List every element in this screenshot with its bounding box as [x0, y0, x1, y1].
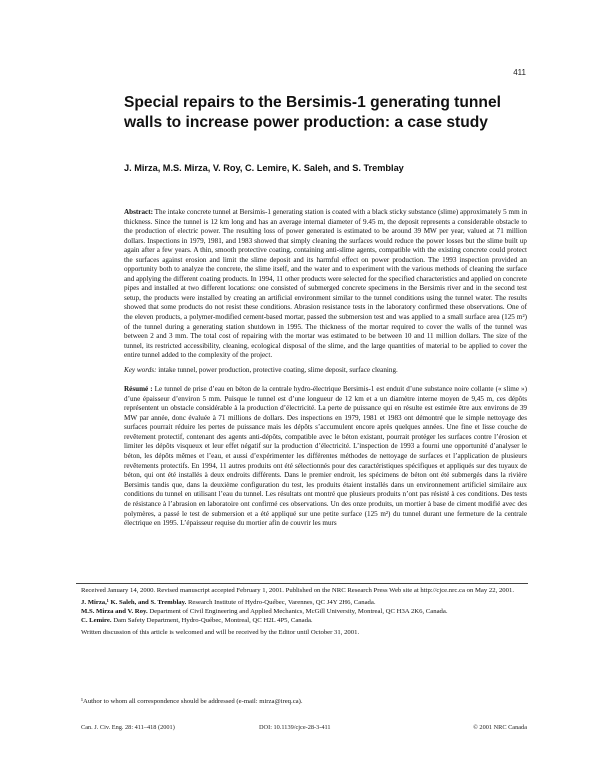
- abstract-text: The intake concrete tunnel at Bersimis-1 generating station is coated with a black sticky substance (slime) approximately 5 mm in thickness. Since the tunnel is 12 km long and has an average internal diameter of 9.45 m, the deposit represents a considerable obstacle to the production of electric power. The resulting loss of power generated is estimated to be around 39 MW per year, valued at 71 million dollars. Inspections in 1979, 1981, and 1983 showed that simply cleaning the surfaces would reduce the power losses but the slime built up again after a few years. A thin, smooth protective coating, containing anti-slime agents, compatible with the existing concrete could protect the surfaces against erosion and limit the slime deposit and its harmful effect on power production. The 1993 inspection provided an opportunity both to analyze the concrete, the slime itself, and the water and to experiment with the various methods of cleaning the surface and applying the different coating products. In 1994, 11 other products were selected for the specified characteristics and applied on concrete pipes and installed at two different locations: one consisted of submerged concrete specimens in the Bersimis river and in the second test setup, the products were installed by creating an artificial environment similar to the tunnel conditions using the tunnel water. The results showed that some products do not resist these conditions. Abrasion resistance tests in the laboratory confirmed these observations. One of the eleven products, a polymer-modified cement-based mortar, passed the submersion test and was applied to a small surface area (125 m²) of the tunnel during a generating station shutdown in 1995. The thickness of the mortar required to cover the walls of the tunnel was between 2 and 3 mm. The total cost of repairing with the mortar was estimated to be between 10 and 11 million dollars. The size of the tunnel, its restricted accessibility, cleaning, ecological disposal of the slime, and the large quantities of material to be applied to cover the entire tunnel added to the complexity of the project.: [124, 208, 528, 360]
- received-note: Received January 14, 2000. Revised manuscript accepted February 1, 2001. Published on the NRC Research Press Web site at http://cjce.nrc.ca on May 22, 2001.: [81, 587, 514, 594]
- resume-label: Résumé :: [124, 385, 153, 393]
- footer-doi: DOI: 10.1139/cjce-28-3-411: [259, 724, 331, 731]
- footnotes-block: [81, 587, 527, 638]
- author-list: J. Mirza, M.S. Mirza, V. Roy, C. Lemire, K. Saleh, and S. Tremblay: [124, 163, 404, 173]
- resume-paragraph: [124, 385, 527, 529]
- affiliation-2: [81, 608, 527, 617]
- footnote-divider: [76, 583, 528, 584]
- affiliation-2-names: M.S. Mirza and V. Roy.: [81, 607, 148, 615]
- discussion-note: Written discussion of this article is welcomed and will be received by the Editor until October 31, 2001.: [81, 628, 360, 636]
- article-title: Special repairs to the Bersimis-1 generating tunnel walls to increase power production: a case study: [124, 94, 501, 131]
- page-number: 411: [513, 68, 526, 77]
- footer-copyright: © 2001 NRC Canada: [473, 724, 527, 731]
- correspondence-note: ¹Author to whom all correspondence should be addressed (e-mail: mirza@ireq.ca).: [81, 698, 303, 705]
- affiliation-3: [81, 617, 527, 626]
- abstract-label: Abstract:: [124, 208, 153, 216]
- affiliation-3-text: Dam Safety Department, Hydro-Québec, Montreal, QC H2L 4P5, Canada.: [113, 616, 313, 624]
- keywords-text: intake tunnel, power production, protective coating, slime deposit, surface cleaning.: [158, 366, 398, 374]
- affiliation-1-names: J. Mirza,¹ K. Saleh, and S. Tremblay.: [81, 598, 187, 606]
- affiliation-1: [81, 599, 527, 608]
- affiliation-1-text: Research Institute of Hydro-Québec, Varennes, QC J4Y 2H6, Canada.: [187, 598, 376, 606]
- footer-journal-citation: Can. J. Civ. Eng. 28: 411–418 (2001): [81, 724, 175, 731]
- resume-text: Le tunnel de prise d’eau en béton de la centrale hydro-électrique Bersimis-1 est enduit d’une substance noire collante (« slime ») d’une épaisseur d’environ 5 mm. Puisque le tunnel est d’une longueur de 12 km et a un diamètre interne moyen de 9,45 m, ces dépôts représentent un obstacle considérable à la production d’électricité. La perte de puissance qui en résulte est estimée être aux environs de 39 MW par année, donc évaluée à 71 millions de dollars. Des inspections en 1979, 1981 et 1983 ont démontré que le simple nettoyage des surfaces pourrait réduire les pertes de puissance mais les dépôts s’accumulent encore après quelques années. Une fine et lisse couche de revêtement protectif, contenant des agents anti-dépôts, compatible avec le béton existant, pourrait protéger les surfaces contre l’érosion et limiter les dépôts visqueux et leur effet négatif sur la production d’électricité. L’inspection de 1993 a fourni une opportunité d’analyser le béton, les dépôts mêmes et l’eau, et aussi d’expérimenter les différentes méthodes de nettoyage de surfaces et l’application de plusieurs revêtements protectifs. En 1994, 11 autres produits ont été sélectionnés pour des caractéristiques spécifiques et appliqués sur des tuyaux de béton, qui ont été installés à deux endroits différents. Dans le premier endroit, les spécimens de béton ont été submergés dans la rivière Bersimis tandis que, dans la deuxième configuration du test, les produits étaient installés dans un environnement artificiel similaire aux conditions du tunnel en utilisant l’eau du tunnel. Les résultats ont montré que plusieurs produits n’ont pas résisté à ces conditions. Des tests de résistance à l’abrasion en laboratoire ont confirmé ces observations. Un des onze produits, un mortier à base de ciment modifié avec des polymères, a passé le test de submersion et a été appliqué sur une petite surface (125 m²) du tunnel durant une fermeture de la centrale électrique en 1995. L’épaisseur requise du mortier afin de couvrir les murs: [124, 385, 527, 528]
- affiliation-2-text: Department of Civil Engineering and Applied Mechanics, McGill University, Montreal, QC H3A 2K6, Canada.: [149, 607, 448, 615]
- keywords-label: Key words:: [124, 366, 157, 374]
- abstract-paragraph: [124, 208, 527, 361]
- affiliation-3-names: C. Lemire.: [81, 616, 112, 624]
- keywords-paragraph: [124, 366, 527, 376]
